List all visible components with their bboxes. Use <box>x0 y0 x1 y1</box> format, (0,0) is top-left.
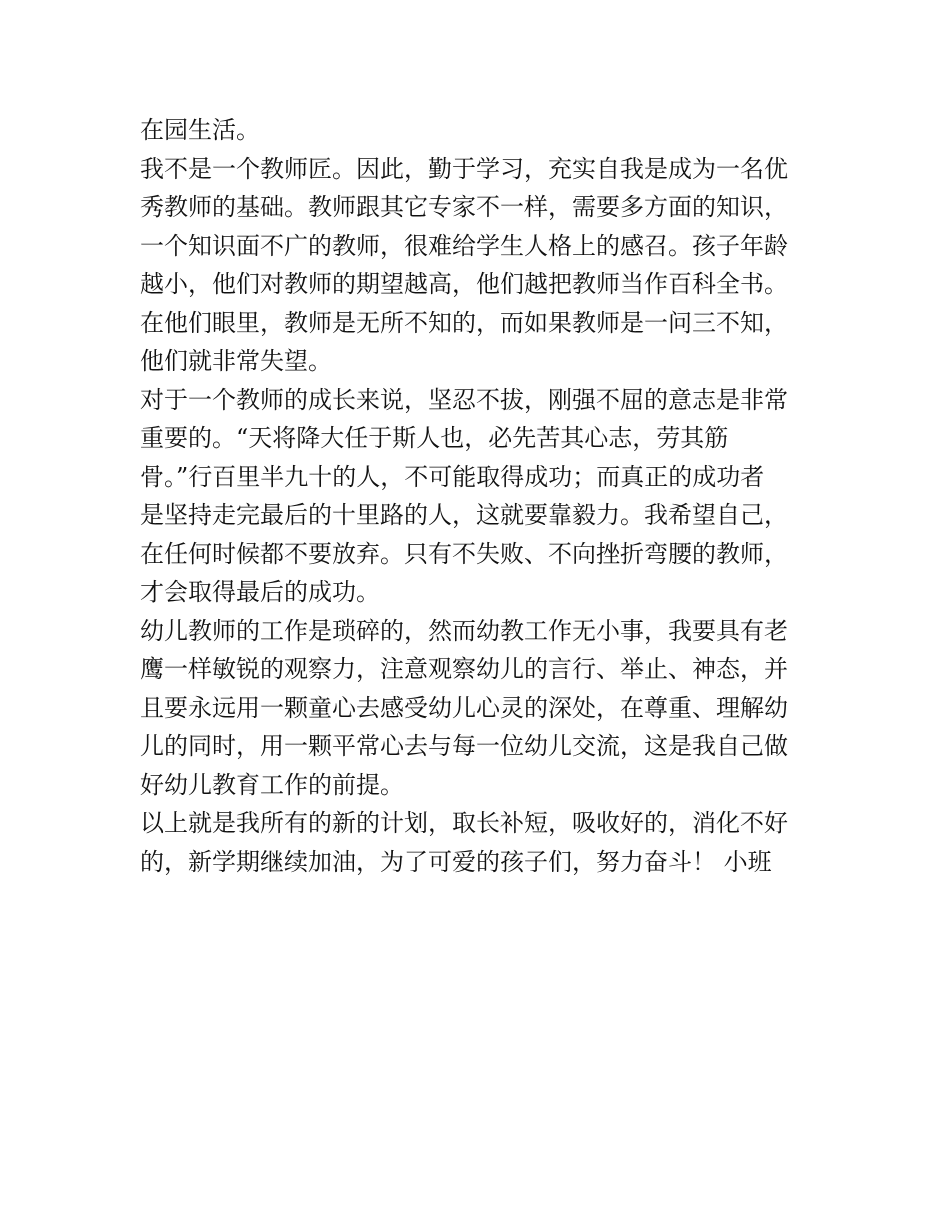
text-line: 在他们眼里，教师是无所不知的，而如果教师是一问三不知， <box>140 308 788 337</box>
text-line: 我不是一个教师匠。因此，勤于学习，充实自我是成为一名优 <box>140 154 788 183</box>
text-line: 才会取得最后的成功。 <box>140 578 380 606</box>
text-line: 幼儿教师的工作是琐碎的，然而幼教工作无小事，我要具有老 <box>140 616 788 645</box>
text-line: 重要的。“天将降大任于斯人也，必先苦其心志，劳其筋 <box>140 424 729 452</box>
text-line: 在园生活。 <box>140 116 260 144</box>
text-line: 一个知识面不广的教师，很难给学生人格上的感召。孩子年龄 <box>140 231 788 260</box>
text-line: 骨。”行百里半九十的人，不可能取得成功；而真正的成功者 <box>140 462 765 491</box>
text-line: 的，新学期继续加油，为了可爱的孩子们，努力奋斗！ 小班 <box>140 847 772 876</box>
text-line: 好幼儿教育工作的前提。 <box>140 770 404 799</box>
text-line: 儿的同时，用一颗平常心去与每一位幼儿交流，这是我自己做 <box>140 732 788 760</box>
text-line: 以上就是我所有的新的计划，取长补短，吸收好的，消化不好 <box>140 809 788 837</box>
text-line: 且要永远用一颗童心去感受幼儿心灵的深处，在尊重、理解幼 <box>140 693 788 722</box>
text-line: 越小，他们对教师的期望越高，他们越把教师当作百科全书。 <box>140 270 788 298</box>
text-line: 对于一个教师的成长来说，坚忍不拔，刚强不屈的意志是非常 <box>140 385 788 414</box>
text-line: 鹰一样敏锐的观察力，注意观察幼儿的言行、举止、神态，并 <box>140 655 788 683</box>
text-line: 秀教师的基础。教师跟其它专家不一样，需要多方面的知识， <box>140 193 788 221</box>
text-line: 在任何时候都不要放弃。只有不失败、不向挫折弯腰的教师， <box>140 539 788 568</box>
text-line: 他们就非常失望。 <box>140 347 332 375</box>
text-line: 是坚持走完最后的十里路的人，这就要靠毅力。我希望自己， <box>140 501 788 529</box>
body-text <box>140 111 830 881</box>
